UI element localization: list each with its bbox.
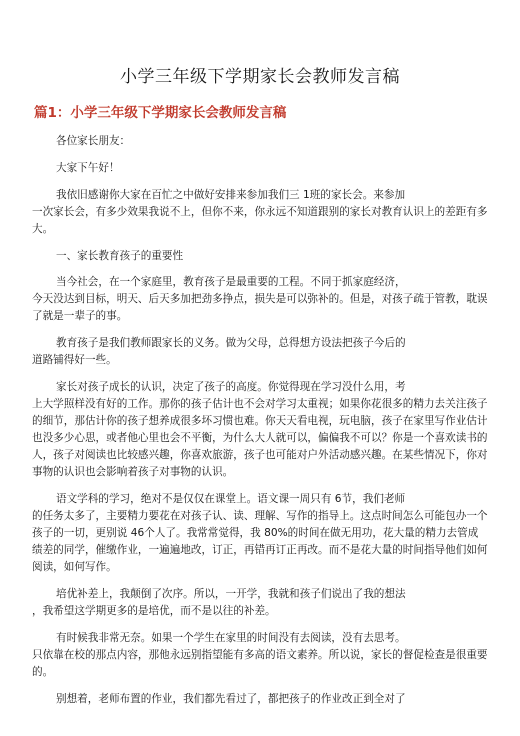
paragraph-body: 只依靠在校的那点内容，那他永远别指望能有多高的语文素养。所以说，家长的督促检查是很重要的。	[32, 649, 488, 678]
section-title: 一、家长教育孩子的重要性	[56, 250, 184, 262]
paragraph-first-line: 语文学科的学习，绝对不是仅仅在课堂上。语文课一周只有 6节，我们老师	[56, 493, 406, 505]
paragraph-first-line: 当今社会，在一个家庭里，教育孩子是最重要的工程。不同于抓家庭经济，	[56, 276, 406, 288]
paragraph-body: 的任务太多了，主要精力要花在对孩子认、读、理解、写作的指导上。这点时间怎么可能包办一个孩子的一切，更别说 46个人了。我常常觉得，我 80%的时间在做无用功，花大量的精力去管成绩差的同学，催缴作业，一遍遍地改，订正，再错再订正再改。而不是花大量的时间指导他们如何阅读，如何写作。	[32, 510, 488, 573]
greeting: 各位家长朋友：	[56, 135, 131, 147]
paragraph-body: ，我希望这学期更多的是培优，而不是以往的补差。	[32, 605, 276, 617]
paragraph	[32, 274, 488, 325]
paragraph	[32, 586, 488, 620]
paragraph-body: 一次家长会，有多少效果我说不上，但你不来，你永远不知道跟别的家长对教育认识上的差距有多大。	[32, 206, 488, 235]
paragraph	[32, 187, 488, 238]
paragraph-first-line: 家长对孩子成长的认识，决定了孩子的高度。你觉得现在学习没什么用，考	[56, 381, 406, 393]
paragraph	[32, 335, 488, 369]
paragraph-body: 道路铺得好一些。	[32, 354, 117, 366]
paragraph-first-line: 别想着，老师布置的作业，我们都先看过了，都把孩子的作业改正到全对了	[56, 693, 406, 705]
paragraph-body: 上大学照样没有好的工作。那你的孩子估计也不会对学习太重视；如果你花很多的精力去关注孩子的细节，那估计你的孩子想养成很多坏习惯也难。你天天看电视，玩电脑，孩子在家里写作业估计也没多少心思，或者他心里也会不平衡，为什么大人就可以，偏偏我不可以？你是一个喜欢读书的人，孩子对阅读也比较感兴趣，你喜欢旅游，孩子也可能对户外活动感兴趣。在某些情况下，你对事物的认识也会影响着孩子对事物的认识。	[32, 398, 488, 478]
paragraph	[32, 630, 488, 681]
paragraph-first-line: 教育孩子是我们教师跟家长的义务。做为父母，总得想方设法把孩子今后的	[56, 337, 406, 349]
paragraph	[32, 379, 488, 481]
hello: 大家下午好！	[56, 162, 120, 174]
document-title: 小学三年级下学期家长会教师发言稿	[120, 67, 400, 87]
paragraph-first-line: 培优补差上，我颠倒了次序。所以，一开学，我就和孩子们说出了我的想法	[56, 588, 406, 600]
paragraph-body: 今天没达到目标，明天、后天多加把劲多挣点，损失是可以弥补的。但是，对孩子疏于管教，耽误了就是一辈子的事。	[32, 293, 488, 322]
paragraph-first-line: 我依旧感谢你大家在百忙之中做好安排来参加我们三 1班的家长会。来参加	[56, 189, 406, 201]
section-heading: 篇1：小学三年级下学期家长会教师发言稿	[34, 105, 287, 121]
paragraph-first-line: 有时候我非常无奈。如果一个学生在家里的时间没有去阅读，没有去思考。	[56, 632, 406, 644]
paragraph	[32, 691, 488, 708]
paragraph	[32, 491, 488, 576]
